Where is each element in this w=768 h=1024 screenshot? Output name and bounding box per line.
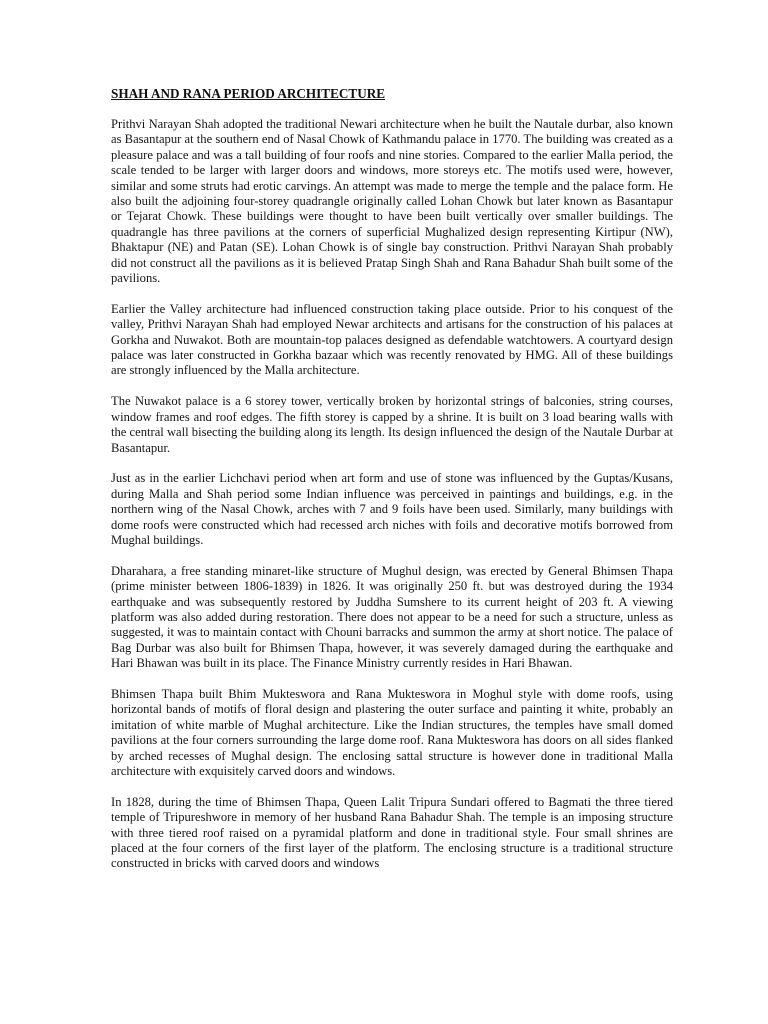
- paragraph-indian-influence: Just as in the earlier Lichchavi period when art form and use of stone was influenced by the Guptas/Kusans, during Malla and Shah period some Indian influence was perceived in paintings and buildings, e.g. in the northern wing of the Nasal Chowk, arches with 7 and 9 foils have been used. Similarly, many buildings with dome roofs were constructed which had recessed arch niches with foils and decorative motifs borrowed from Mughal buildings.: [111, 471, 673, 547]
- paragraph-nautale-durbar: Prithvi Narayan Shah adopted the traditional Newari architecture when he built the Nautale durbar, also known as Basantapur at the southern end of Nasal Chowk of Kathmandu palace in 1770. The building was created as a pleasure palace and was a tall building of four roofs and nine stories. Compared to the earlier Malla period, the scale tended to be larger with larger doors and windows, more storeys etc. The motifs used were, however, similar and some struts had erotic carvings. An attempt was made to merge the temple and the palace form. He also built the adjoining four-storey quadrangle originally called Lohan Chowk but later known as Basantapur or Tejarat Chowk. These buildings were thought to have been built vertically over smaller buildings. The quadrangle has three pavilions at the corners of superficial Mughalized design representing Kirtipur (NW), Bhaktapur (NE) and Patan (SE). Lohan Chowk is of single bay construction. Prithvi Narayan Shah probably did not construct all the pavilions as it is believed Pratap Singh Shah and Rana Bahadur Shah built some of the pavilions.: [111, 117, 673, 286]
- paragraph-nuwakot-palace: The Nuwakot palace is a 6 storey tower, vertically broken by horizontal strings of balconies, string courses, window frames and roof edges. The fifth storey is capped by a shrine. It is built on 3 load bearing walls with the central wall bisecting the building along its length. Its design influenced the design of the Nautale Durbar at Basantapur.: [111, 394, 674, 455]
- paragraph-valley-architecture: Earlier the Valley architecture had influenced construction taking place outside. Prior to his conquest of the valley, Prithvi Narayan Shah had employed Newar architects and artisans for the construction of his palaces at Gorkha and Nuwakot. Both are mountain-top palaces designed as defendable watchtowers. A courtyard design palace was later constructed in Gorkha bazaar which was recently renovated by HMG. All of these buildings are strongly influenced by the Malla architecture.: [111, 301, 673, 378]
- paragraph-mukteswora: Bhimsen Thapa built Bhim Mukteswora and Rana Mukteswora in Moghul style with dome roofs, using horizontal bands of motifs of floral design and plastering the outer surface and painting it white, probably an imitation of white marble of Mughal architecture. Like the Indian structures, the temples have small domed pavilions at the four corners surrounding the large dome roof. Rana Mukteswora has doors on all sides flanked by arched recesses of Mughal design. The enclosing sattal structure is however done in traditional Malla architecture with exquisitely carved doors and windows.: [111, 686, 673, 778]
- document-title: SHAH AND RANA PERIOD ARCHITECTURE: [111, 86, 386, 101]
- paragraph-tripureshwore: In 1828, during the time of Bhimsen Thapa, Queen Lalit Tripura Sundari offered to Bagmati the three tiered temple of Tripureshwore in memory of her husband Rana Bahadur Shah. The temple is an imposing structure with three tiered roof raised on a pyramidal platform and done in traditional style. Four small shrines are placed at the four corners of the first layer of the platform. The enclosing structure is a traditional structure constructed in bricks with carved doors and windows: [111, 794, 673, 871]
- paragraph-dharahara: Dharahara, a free standing minaret-like structure of Mughul design, was erected by General Bhimsen Thapa (prime minister between 1806-1839) in 1826. It was originally 250 ft. but was destroyed during the 1934 earthquake and was subsequently restored by Juddha Sumshere to its current height of 203 ft. A viewing platform was also added during restoration. There does not appear to be a need for such a structure, unless as suggested, it was to maintain contact with Chouni barracks and summon the army at short notice. The palace of Bag Durbar was also built for Bhimsen Thapa, however, it was severely damaged during the earthquake and Hari Bhawan was built in its place. The Finance Ministry currently resides in Hari Bhawan.: [111, 563, 673, 671]
- document-body: [111, 86, 673, 887]
